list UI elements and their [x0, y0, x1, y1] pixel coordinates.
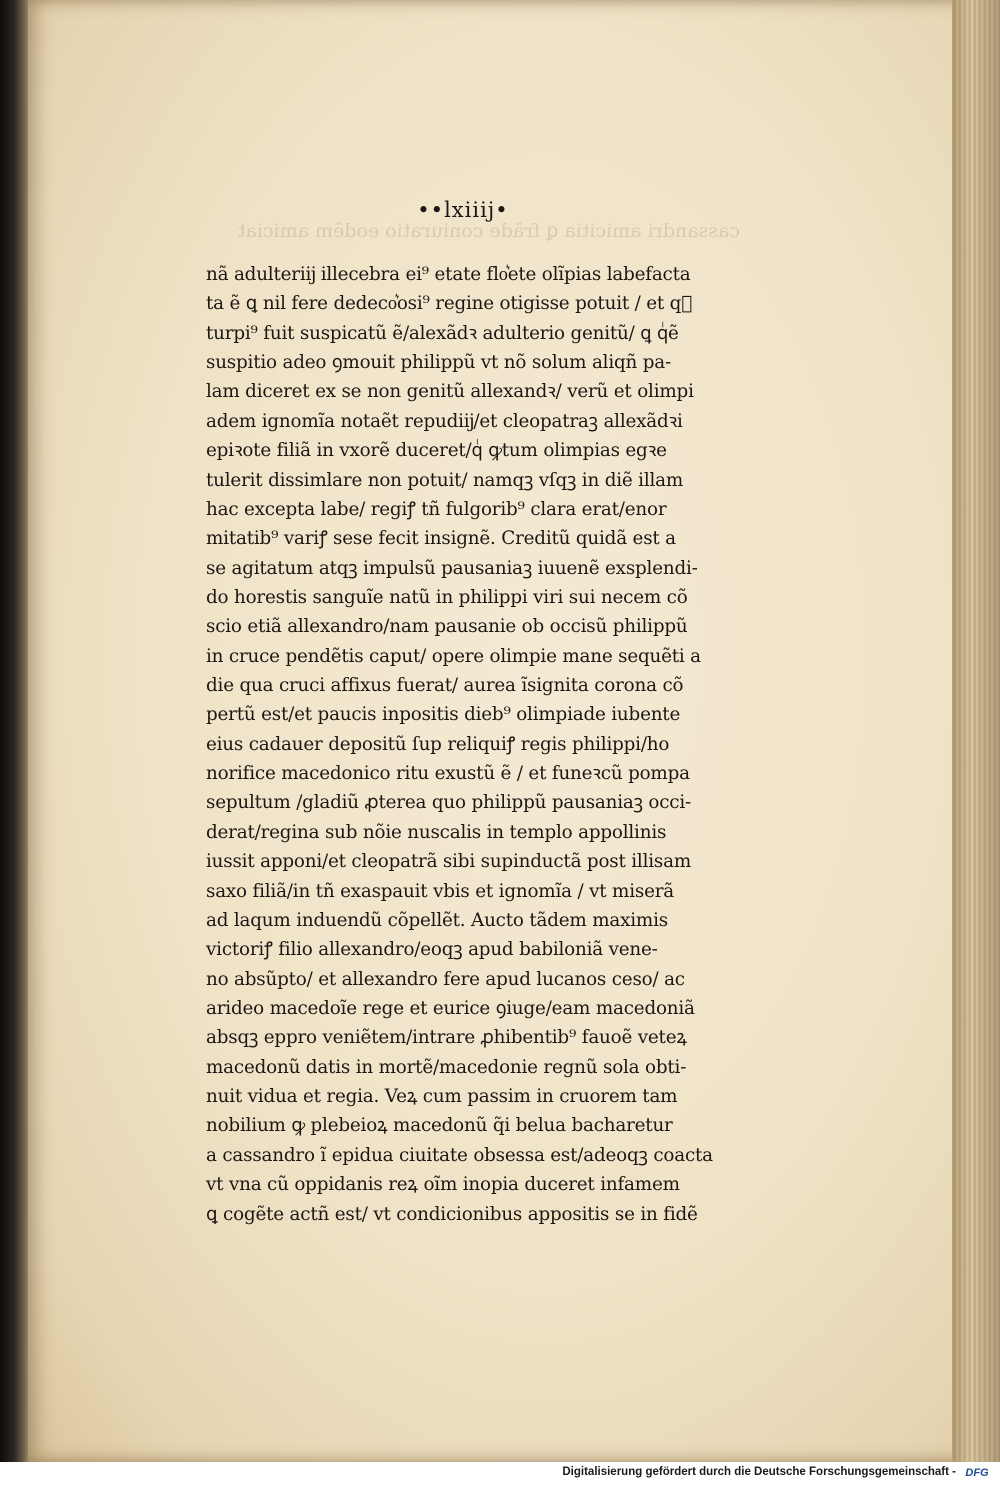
text-line: in cruce pendẽtis caput/ opere olimpie mane sequẽti a — [206, 645, 701, 667]
text-line: iussit apponi/et cleopatrã sibi supinductã post illisam — [206, 851, 692, 873]
funding-credit: Digitalisierung gefördert durch die Deutsche Forschungsgemeinschaft - — [562, 1466, 956, 1478]
text-line: nuit vidua et regia. Veꝝ cum passim in cruorem tam — [206, 1086, 678, 1108]
text-line: lam diceret ex se non genitũ allexandꝛ/ verũ et olimpi — [206, 381, 694, 403]
page-edges-shadow — [952, 0, 1000, 1462]
text-line: scio etiã allexandro/nam pausanie ob occisũ philippũ — [206, 616, 688, 638]
footer-bar — [0, 1462, 1000, 1486]
text-line: absqꝫ eppro veniẽtem/intrare ꝓhibentib⁹ fauoẽ veteꝝ — [206, 1027, 687, 1049]
text-line: ꝗ cogẽte actñ est/ vt condicionibus appositis se in fidẽ — [206, 1203, 698, 1225]
text-line: nobilium ꝙ plebeioꝝ macedonũ q̃i belua bacharetur — [206, 1115, 673, 1137]
text-line: no absũpto/ et allexandro fere apud lucanos ceso/ ac — [206, 968, 685, 990]
text-line: a cassandro ĩ epidua ciuitate obsessa est/adeoqꝫ coacta — [206, 1144, 713, 1166]
text-line: epiꝛote filiã in vxorẽ duceret/qᷝ ꝙtum olimpias egꝛe — [206, 440, 667, 462]
book-binding — [0, 0, 30, 1462]
text-line: victoriꝭ filio allexandro/eoqꝫ apud babiloniã vene- — [206, 939, 658, 961]
text-line: macedonũ datis in mortẽ/macedonie regnũ sola obti- — [206, 1056, 687, 1078]
text-line: hac excepta labe/ regiꝭ tñ fulgorib⁹ clara erat/enor — [206, 498, 667, 520]
page-text-block — [206, 260, 746, 1229]
text-line: se agitatum atqꝫ impulsũ pausaniaꝫ iuuenẽ exsplendi- — [206, 557, 698, 579]
text-line: tulerit dissimlare non potuit/ namqꝫ vſqꝫ in diẽ illam — [206, 469, 684, 491]
folio-number: ••lxiiij• — [417, 198, 509, 222]
text-line: norifice macedonico ritu exustũ ẽ / et funeꝛcũ pompa — [206, 763, 690, 785]
text-line: sepultum /gladiũ ꝓterea quo philippũ pausaniaꝫ occi- — [206, 792, 692, 814]
dfg-logo: DFG — [965, 1467, 989, 1479]
text-line: vt vna cũ oppidanis reꝝ oĩm inopia duceret infamem — [206, 1174, 680, 1196]
text-line: die qua cruci affixus fuerat/ aurea ĩsignita corona cõ — [206, 675, 684, 697]
text-line: derat/regina sub nõie nuscalis in templo appollinis — [206, 821, 667, 843]
text-line: eius cadauer depositũ ſup reliquiꝭ regis philippi/ho — [206, 733, 670, 755]
text-line: turpi⁹ fuit suspicatũ ẽ/alexãdꝛ adulterio genitũ/ ꝗ qᷝẽ — [206, 322, 679, 344]
text-line: adem ignomĩa notaẽt repudiĳ/et cleopatraꝫ allexãdꝛi — [206, 410, 683, 432]
text-line: suspitio adeo ꝯmouit philippũ vt nõ solum aliqñ pa- — [206, 352, 672, 374]
text-line: ad laqum induendũ cõpellẽt. Aucto tãdem maximis — [206, 909, 668, 931]
text-line: saxo filiã/in tñ exaspauit vbis et ignomĩa / vt miserã — [206, 880, 675, 902]
text-line: ta ẽ ꝗ nil fere dedeco͛osi⁹ regine otigisse potuit / et qᷝ — [206, 293, 693, 315]
text-line: do horestis sanguĩe natũ in philippi viri sui necem cõ — [206, 586, 688, 608]
text-line: pertũ est/et paucis inpositis dieb⁹ olimpiade iubente — [206, 704, 681, 726]
text-line: mitatib⁹ variꝭ sese fecit insignẽ. Creditũ quidã est a — [206, 528, 676, 550]
bleed-through-text: cassandri amicitia ꝗ frãde coniuratio eodẽm amiciat — [237, 220, 740, 242]
book-page — [28, 0, 966, 1462]
text-line: arideo macedoĩe rege et eurice ꝯiuge/eam macedoniã — [206, 997, 695, 1019]
text-line: nã adulteriĳ illecebra ei⁹ etate flo͛ete olĩpias labefacta — [206, 264, 691, 285]
